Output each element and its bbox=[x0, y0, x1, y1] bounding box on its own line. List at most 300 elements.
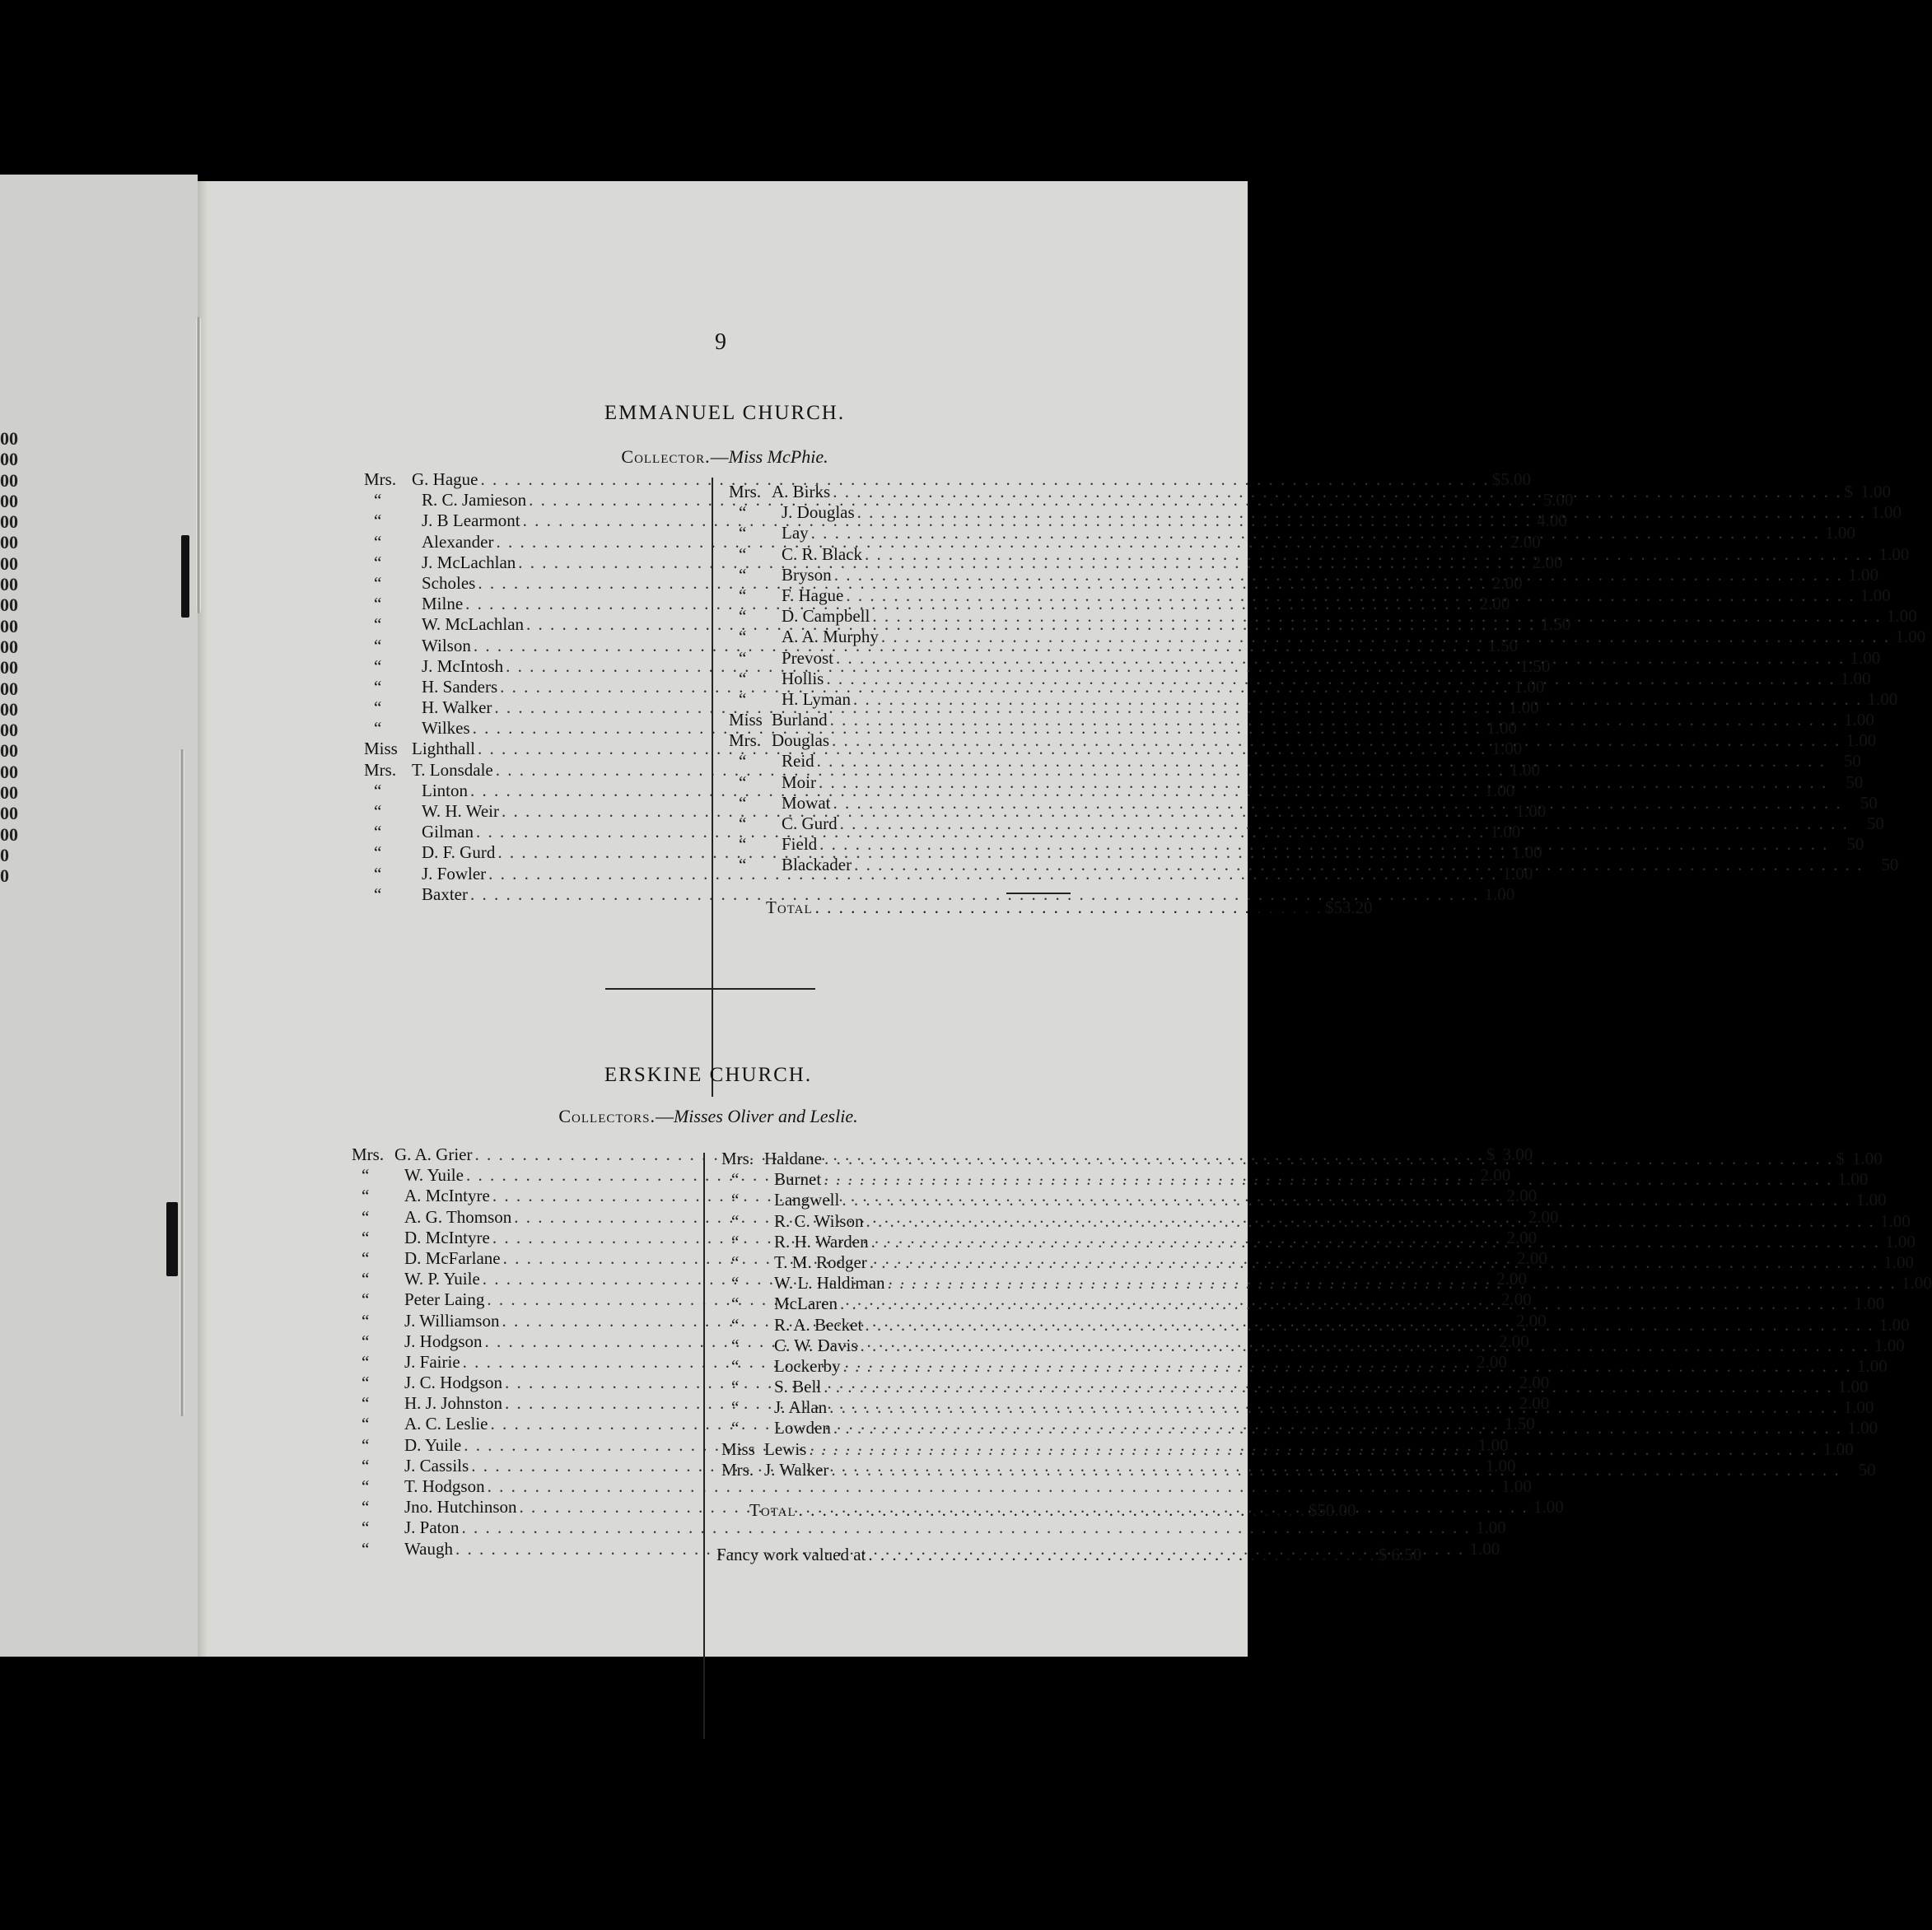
ledger-row bbox=[729, 710, 1874, 730]
leader-dots bbox=[833, 482, 1841, 502]
contribution-amount: 1.00 bbox=[1847, 1418, 1878, 1438]
section-divider bbox=[605, 988, 815, 990]
contributor-name: J. Douglas bbox=[782, 502, 855, 523]
row-prefix: Miss bbox=[721, 1438, 755, 1459]
binding-crease bbox=[180, 749, 184, 1416]
row-prefix: “ bbox=[374, 822, 382, 842]
contribution-amount: 1.00 bbox=[1477, 1434, 1509, 1455]
row-prefix: “ bbox=[731, 1169, 740, 1190]
binding-crease bbox=[196, 317, 201, 613]
row-prefix: “ bbox=[374, 718, 382, 739]
contribution-amount: 1.00 bbox=[1902, 1273, 1932, 1294]
leader-dots bbox=[861, 1336, 1869, 1356]
contributor-name: A. McIntyre bbox=[404, 1186, 490, 1206]
ledger-row bbox=[364, 469, 1531, 490]
contribution-amount: 50 bbox=[1866, 813, 1884, 833]
contributor-name: F. Hague bbox=[782, 585, 844, 605]
contributor-name: Douglas bbox=[772, 730, 829, 751]
row-prefix: “ bbox=[731, 1273, 740, 1294]
contributor-name: Lay bbox=[782, 523, 809, 543]
contribution-amount: 1.50 bbox=[1519, 655, 1551, 676]
leader-dots bbox=[834, 565, 1843, 585]
row-prefix: Mrs. bbox=[364, 759, 397, 780]
contribution-amount: 2.00 bbox=[1500, 1289, 1532, 1310]
row-prefix: “ bbox=[731, 1397, 740, 1418]
leader-dots bbox=[871, 1232, 1880, 1252]
total-amount: $50.00 bbox=[1308, 1500, 1356, 1520]
row-prefix: “ bbox=[739, 647, 747, 668]
row-prefix: “ bbox=[374, 594, 382, 614]
leader-dots bbox=[833, 1418, 1842, 1438]
column-divider bbox=[712, 478, 713, 1097]
contribution-amount: 5.00 bbox=[1542, 490, 1574, 510]
contributor-name: W. Yuile bbox=[404, 1165, 464, 1186]
contribution-amount: 50 bbox=[1858, 1459, 1876, 1480]
row-prefix: “ bbox=[739, 502, 747, 523]
leader-dots bbox=[857, 502, 1866, 523]
contributor-name: H. Lyman bbox=[782, 688, 851, 709]
left-page-amount: 00 bbox=[0, 720, 18, 741]
leader-dots bbox=[870, 1252, 1878, 1273]
contribution-amount: 2.00 bbox=[1506, 1186, 1538, 1206]
contribution-amount: 1.00 bbox=[1850, 647, 1881, 668]
contribution-amount: 1.00 bbox=[1825, 523, 1855, 543]
contribution-amount: 3.00 bbox=[1502, 1144, 1533, 1164]
row-prefix: Mrs. bbox=[721, 1149, 754, 1168]
binding-mark bbox=[166, 1202, 178, 1276]
contributor-name: D. McIntyre bbox=[404, 1227, 490, 1247]
contribution-amount: 1.00 bbox=[1860, 482, 1891, 501]
contribution-amount: 4.00 bbox=[1537, 510, 1567, 531]
contribution-amount: 1.00 bbox=[1533, 1497, 1564, 1517]
contribution-amount: 1.00 bbox=[1511, 842, 1542, 863]
contributor-name: Peter Laing bbox=[404, 1289, 485, 1310]
contributor-name: R. C. Jamieson bbox=[422, 490, 527, 510]
collector-name: Miss McPhie. bbox=[728, 446, 828, 467]
contribution-amount: 2.00 bbox=[1519, 1373, 1550, 1393]
contributor-name: A. C. Leslie bbox=[404, 1414, 488, 1434]
leader-dots bbox=[840, 813, 1849, 834]
leader-dots bbox=[865, 1315, 1874, 1336]
contributor-name: Lowden bbox=[774, 1418, 831, 1438]
contributor-name: Wilkes bbox=[422, 718, 470, 739]
contribution-amount: 1.00 bbox=[1510, 759, 1540, 780]
row-prefix: “ bbox=[731, 1355, 740, 1376]
row-prefix: “ bbox=[739, 855, 747, 875]
contributor-name: W. P. Yuile bbox=[404, 1269, 480, 1289]
row-prefix: “ bbox=[362, 1517, 370, 1538]
contributor-name: Jno. Hutchinson bbox=[404, 1497, 517, 1517]
contribution-amount: 1.00 bbox=[1856, 1355, 1888, 1376]
emmanuel-total: Total . . . . . . . . . . . . . . . . . . . . . . . . . . . . . . . . . . . . . . . . . . . $53.20 bbox=[766, 897, 1373, 917]
leader-dots bbox=[824, 1149, 1833, 1169]
left-page-amount: 00 bbox=[0, 740, 18, 762]
contribution-amount: 1.00 bbox=[1878, 543, 1910, 564]
contributor-name: A. A. Murphy bbox=[782, 627, 879, 647]
left-page-amount: 00 bbox=[0, 552, 18, 574]
row-prefix: “ bbox=[739, 772, 747, 792]
contributor-name: Lockerby bbox=[774, 1355, 841, 1376]
contribution-amount: 2.00 bbox=[1532, 552, 1563, 572]
contributor-name: J. Allan bbox=[774, 1397, 828, 1418]
contribution-amount: 1.00 bbox=[1855, 1190, 1887, 1210]
row-prefix: “ bbox=[739, 523, 747, 543]
left-page-amount: 00 bbox=[0, 678, 18, 699]
contributor-name: Waugh bbox=[404, 1538, 453, 1559]
total-amount: $53.20 bbox=[1324, 897, 1373, 917]
row-prefix: “ bbox=[374, 676, 382, 697]
contributor-name: Prevost bbox=[782, 647, 833, 668]
contribution-amount: 2.00 bbox=[1477, 1351, 1507, 1372]
row-prefix: “ bbox=[739, 627, 747, 647]
contributor-name: J. McIntosh bbox=[422, 655, 504, 676]
contribution-amount: 1.00 bbox=[1837, 1169, 1869, 1190]
contribution-amount: 1.00 bbox=[1837, 1377, 1869, 1397]
row-prefix: “ bbox=[374, 531, 382, 552]
left-page-amount: 00 bbox=[0, 574, 18, 595]
row-prefix: “ bbox=[362, 1393, 370, 1414]
row-prefix: “ bbox=[731, 1294, 740, 1314]
collector-label: Collectors. bbox=[558, 1106, 656, 1126]
contributor-name: Field bbox=[782, 834, 818, 855]
left-page-amounts bbox=[0, 428, 25, 887]
row-prefix: “ bbox=[739, 751, 747, 772]
contributor-name: McLaren bbox=[774, 1294, 838, 1314]
contributor-name: Baxter bbox=[422, 883, 468, 904]
binding-mark bbox=[181, 535, 189, 618]
leader-dots bbox=[853, 689, 1862, 710]
total-label: Total bbox=[766, 897, 813, 917]
leader-dots bbox=[832, 730, 1841, 751]
row-prefix: “ bbox=[374, 655, 382, 676]
contributor-name: R. C. Wilson bbox=[774, 1210, 864, 1231]
contribution-amount: 1.50 bbox=[1487, 635, 1519, 655]
leader-dots bbox=[872, 606, 1881, 627]
ledger-row bbox=[729, 668, 1871, 689]
left-page-amount: 00 bbox=[0, 782, 18, 804]
row-prefix: “ bbox=[362, 1165, 370, 1186]
row-prefix: “ bbox=[374, 572, 382, 593]
fancy-work-label: Fancy work valued at bbox=[716, 1545, 866, 1564]
currency-sign: $ bbox=[1844, 482, 1853, 501]
contributor-name: C. R. Black bbox=[782, 543, 862, 564]
row-prefix: “ bbox=[739, 668, 747, 688]
section-title-erskine: ERSKINE CHURCH. bbox=[604, 1064, 813, 1086]
erskine-total: Total . . . . . . . . . . . . . . . . . . . . . . . . . . . . . . . . . . . . . . . . . . . $50.00 bbox=[749, 1500, 1356, 1520]
contributor-name: Langwell bbox=[774, 1190, 840, 1210]
row-prefix: “ bbox=[731, 1335, 740, 1355]
row-prefix: “ bbox=[731, 1252, 740, 1272]
leader-dots bbox=[819, 834, 1828, 855]
left-page-fragment bbox=[0, 175, 198, 1657]
ledger-row bbox=[721, 1438, 1854, 1460]
contribution-amount: 1.00 bbox=[1491, 739, 1523, 759]
contribution-amount: 1.00 bbox=[1486, 718, 1517, 739]
contribution-amount: 1.00 bbox=[1860, 585, 1891, 605]
row-prefix: “ bbox=[362, 1351, 370, 1372]
left-page-amount: 00 bbox=[0, 803, 18, 824]
collector-line-emmanuel bbox=[527, 446, 922, 468]
contribution-amount: 1.00 bbox=[1514, 676, 1545, 697]
row-prefix: “ bbox=[739, 688, 747, 709]
page-number: 9 bbox=[715, 329, 726, 355]
row-prefix: “ bbox=[362, 1227, 370, 1247]
contributor-name: Gilman bbox=[422, 822, 474, 842]
leader-dots bbox=[829, 1397, 1838, 1418]
contribution-amount: 1.00 bbox=[1885, 1231, 1916, 1252]
contributor-name: Hollis bbox=[782, 668, 824, 688]
left-page-amount: 0 bbox=[0, 865, 9, 887]
row-prefix: “ bbox=[731, 1418, 740, 1438]
row-prefix: “ bbox=[362, 1269, 370, 1289]
leader-dots bbox=[462, 1517, 1471, 1538]
leader-dots bbox=[809, 1439, 1818, 1460]
row-prefix: Mrs. bbox=[721, 1459, 754, 1480]
contribution-amount: 2.00 bbox=[1480, 1165, 1511, 1186]
contributor-name: J. Hodgson bbox=[404, 1331, 483, 1351]
left-page-amount: 00 bbox=[0, 469, 18, 491]
row-prefix: “ bbox=[731, 1210, 740, 1231]
contribution-amount: 1.00 bbox=[1843, 1397, 1874, 1418]
contributor-name: T. Hodgson bbox=[404, 1476, 485, 1496]
contributor-name: J. Fairie bbox=[404, 1351, 460, 1372]
contributor-name: Wilson bbox=[422, 635, 471, 655]
contributor-name: Bryson bbox=[782, 564, 832, 585]
contribution-amount: $5.00 bbox=[1491, 469, 1531, 489]
contributor-name: H. J. Johnston bbox=[404, 1393, 503, 1414]
contribution-amount: 1.00 bbox=[1502, 863, 1533, 883]
row-prefix: “ bbox=[374, 614, 382, 635]
contributor-name: D. Campbell bbox=[782, 606, 870, 627]
contributor-name: R. A. Becket bbox=[774, 1314, 863, 1335]
leader-dots bbox=[881, 627, 1890, 647]
contribution-amount: 2.00 bbox=[1499, 1331, 1529, 1351]
contribution-amount: 2.00 bbox=[1496, 1269, 1528, 1289]
contribution-amount: 1.00 bbox=[1515, 801, 1547, 821]
contribution-amount: 1.00 bbox=[1871, 502, 1902, 523]
row-prefix: “ bbox=[739, 543, 747, 564]
leader-dots bbox=[854, 855, 1863, 875]
leader-dots bbox=[817, 751, 1826, 772]
contributor-name: G. Hague bbox=[412, 469, 478, 489]
row-prefix: “ bbox=[739, 585, 747, 605]
row-prefix: Mrs. bbox=[352, 1144, 385, 1164]
fancy-work-row: Fancy work valued at . . . . . . . . . . . . . . . . . . . . . . . . . . . . . . . . . . . . . . . . . . . $ 6.50 bbox=[716, 1545, 1422, 1564]
row-prefix: “ bbox=[739, 792, 747, 813]
contributor-name: A. Birks bbox=[772, 482, 831, 501]
contributor-name: A. G. Thomson bbox=[404, 1206, 512, 1227]
row-prefix: “ bbox=[362, 1497, 370, 1517]
row-prefix: “ bbox=[362, 1538, 370, 1559]
contributor-name: G. A. Grier bbox=[394, 1144, 473, 1164]
contributor-name: Mowat bbox=[782, 792, 831, 813]
row-prefix: “ bbox=[731, 1190, 740, 1210]
contributor-name: D. McFarlane bbox=[404, 1247, 501, 1268]
row-prefix: “ bbox=[739, 834, 747, 855]
contribution-amount: 1.00 bbox=[1879, 1210, 1911, 1231]
currency-sign: $ bbox=[1486, 1144, 1496, 1164]
contributor-name: S. Bell bbox=[774, 1377, 822, 1397]
row-prefix: “ bbox=[731, 1314, 740, 1335]
contribution-amount: 1.00 bbox=[1840, 668, 1871, 688]
total-label: Total bbox=[749, 1500, 796, 1520]
contribution-amount: 2.00 bbox=[1515, 1310, 1547, 1331]
left-page-amount: 00 bbox=[0, 532, 18, 553]
contribution-amount: 1.00 bbox=[1490, 822, 1521, 842]
contributor-name: Moir bbox=[782, 772, 816, 792]
contributor-name: H. Sanders bbox=[422, 676, 498, 697]
contributor-name: Haldane bbox=[764, 1149, 822, 1168]
contributor-name: W. McLachlan bbox=[422, 614, 525, 635]
ledger-row bbox=[352, 1476, 1532, 1497]
contribution-amount: 1.00 bbox=[1846, 730, 1877, 751]
contribution-amount: 50 bbox=[1846, 834, 1864, 855]
contribution-amount: 1.00 bbox=[1848, 564, 1878, 585]
contribution-amount: 1.00 bbox=[1895, 627, 1926, 647]
row-prefix: “ bbox=[731, 1377, 740, 1397]
row-prefix: Miss bbox=[364, 739, 398, 759]
contribution-amount: 1.00 bbox=[1484, 883, 1515, 904]
left-page-amount: 00 bbox=[0, 449, 18, 470]
contribution-amount: 1.00 bbox=[1469, 1538, 1500, 1559]
contribution-amount: 1.00 bbox=[1485, 1455, 1516, 1475]
contributor-name: J. Williamson bbox=[404, 1310, 500, 1331]
row-prefix: Mrs. bbox=[729, 482, 762, 501]
leader-dots bbox=[836, 648, 1845, 669]
contribution-amount: 1.00 bbox=[1501, 1476, 1532, 1496]
contribution-amount: 2.00 bbox=[1506, 1227, 1538, 1247]
contributor-name: Scholes bbox=[422, 572, 476, 593]
currency-sign: $ bbox=[1836, 1149, 1845, 1168]
contribution-amount: 50 bbox=[1846, 772, 1864, 792]
row-prefix: “ bbox=[362, 1373, 370, 1393]
contributor-name: Alexander bbox=[422, 531, 494, 552]
contribution-amount: 1.00 bbox=[1886, 606, 1917, 627]
contributor-name: J. C. Hodgson bbox=[404, 1373, 503, 1393]
row-prefix: “ bbox=[362, 1476, 370, 1496]
row-prefix: “ bbox=[362, 1455, 370, 1475]
leader-dots bbox=[833, 793, 1842, 813]
contribution-amount: 1.00 bbox=[1844, 710, 1874, 730]
contributor-name: W. H. Weir bbox=[422, 801, 499, 821]
left-page-amount: 00 bbox=[0, 636, 18, 657]
document-page bbox=[198, 181, 1932, 1657]
contributor-name: D. Yuile bbox=[404, 1434, 462, 1455]
collector-name: Misses Oliver and Leslie. bbox=[673, 1106, 858, 1126]
contributor-name: Blackader bbox=[782, 855, 852, 875]
contribution-amount: 1.00 bbox=[1874, 1335, 1905, 1355]
contributor-name: W. L. Haldiman bbox=[774, 1273, 885, 1294]
contributor-name: J. Walker bbox=[764, 1459, 829, 1480]
left-page-amount: 0 bbox=[0, 844, 9, 865]
row-prefix: “ bbox=[374, 842, 382, 863]
contributor-name: J. Cassils bbox=[404, 1455, 469, 1475]
row-prefix: “ bbox=[362, 1331, 370, 1351]
left-page-amount: 00 bbox=[0, 761, 18, 782]
contributor-name: J. McLachlan bbox=[422, 552, 516, 572]
contributor-name: J. B Learmont bbox=[422, 510, 520, 531]
contribution-amount: 2.00 bbox=[1528, 1206, 1559, 1227]
left-page-amount: 00 bbox=[0, 490, 18, 511]
contribution-amount: 1.00 bbox=[1854, 1294, 1885, 1314]
leader-dots bbox=[840, 1294, 1849, 1314]
row-prefix: “ bbox=[362, 1414, 370, 1434]
left-page-amount: 00 bbox=[0, 823, 18, 845]
contribution-amount: 1.50 bbox=[1504, 1414, 1535, 1434]
leader-dots bbox=[888, 1273, 1897, 1294]
left-page-amount: 00 bbox=[0, 428, 18, 449]
leader-dots bbox=[811, 523, 1820, 543]
total-rule bbox=[1006, 893, 1071, 894]
row-prefix: “ bbox=[374, 510, 382, 531]
contribution-amount: 1.00 bbox=[1878, 1314, 1910, 1335]
section-title-emmanuel: EMMANUEL CHURCH. bbox=[604, 402, 846, 424]
row-prefix: “ bbox=[374, 801, 382, 821]
leader-dots bbox=[824, 1169, 1832, 1190]
contribution-amount: 1.00 bbox=[1484, 780, 1515, 800]
leader-dots bbox=[865, 544, 1874, 565]
collector-label: Collector. bbox=[621, 446, 711, 467]
contribution-amount: 1.00 bbox=[1508, 697, 1539, 718]
contributor-name: Linton bbox=[422, 780, 468, 800]
contributor-name: T. Lonsdale bbox=[412, 759, 493, 780]
leader-dots bbox=[846, 585, 1855, 606]
contribution-amount: 50 bbox=[1843, 751, 1861, 772]
row-prefix: “ bbox=[362, 1186, 370, 1206]
row-prefix: “ bbox=[739, 564, 747, 585]
left-page-amount: 00 bbox=[0, 657, 18, 678]
contribution-amount: 2.00 bbox=[1510, 531, 1541, 552]
contribution-amount: 1.00 bbox=[1822, 1438, 1854, 1459]
contribution-amount: 50 bbox=[1860, 792, 1878, 813]
contributor-name: Burland bbox=[772, 710, 828, 730]
row-prefix: “ bbox=[374, 883, 382, 904]
collector-dash: — bbox=[655, 1106, 674, 1126]
contributor-name: D. F. Gurd bbox=[422, 842, 496, 863]
leader-dots bbox=[826, 669, 1835, 689]
ledger-row bbox=[352, 1517, 1506, 1538]
left-page-amount: 00 bbox=[0, 594, 18, 616]
row-prefix: “ bbox=[362, 1434, 370, 1455]
contribution-amount: 1.50 bbox=[1540, 614, 1571, 635]
ledger-row bbox=[729, 688, 1898, 710]
row-prefix: “ bbox=[362, 1206, 370, 1227]
row-prefix: “ bbox=[362, 1310, 370, 1331]
row-prefix: “ bbox=[362, 1247, 370, 1268]
contributor-name: Lewis bbox=[764, 1438, 807, 1459]
row-prefix: “ bbox=[362, 1289, 370, 1310]
fancy-work-amount: $ 6.50 bbox=[1378, 1545, 1422, 1564]
contributor-name: J. Fowler bbox=[422, 863, 487, 883]
contributor-name: T. M. Rodger bbox=[774, 1252, 867, 1272]
contribution-amount: 2.00 bbox=[1519, 1393, 1550, 1414]
contribution-amount: 1.00 bbox=[1851, 1149, 1883, 1168]
leader-dots bbox=[830, 710, 1839, 730]
contributor-name: J. Paton bbox=[404, 1517, 460, 1538]
row-prefix: “ bbox=[374, 863, 382, 883]
contributor-name: Reid bbox=[782, 751, 814, 772]
contributor-name: Milne bbox=[422, 594, 464, 614]
row-prefix: Mrs. bbox=[729, 730, 762, 751]
contribution-amount: 1.00 bbox=[1476, 1517, 1506, 1538]
ledger-row bbox=[364, 883, 1515, 905]
contributor-name: Burnet bbox=[774, 1169, 822, 1190]
row-prefix: “ bbox=[731, 1231, 740, 1252]
row-prefix: “ bbox=[374, 490, 382, 510]
contributor-name: C. Gurd bbox=[782, 813, 838, 833]
row-prefix: “ bbox=[374, 552, 382, 572]
leader-dots bbox=[824, 1377, 1832, 1397]
